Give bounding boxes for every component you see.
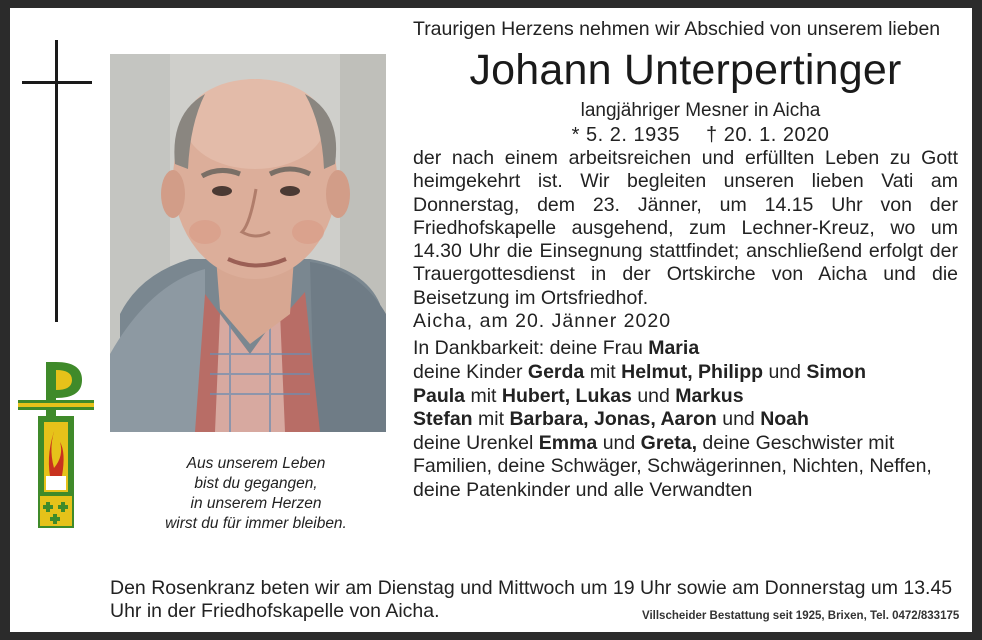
mourners-line: Stefan mit Barbara, Jonas, Aaron und Noah: [413, 408, 809, 431]
life-dates: [413, 123, 958, 147]
quote-line: wirst du für immer bleiben.: [165, 515, 347, 532]
mourners-line: deine Kinder Gerda mit Helmut, Philipp und Simon: [413, 360, 867, 383]
mourners-line: Paula mit Hubert, Lukas und Markus: [413, 384, 744, 407]
rosary-notice: Den Rosenkranz beten wir am Dienstag und Mittwoch um 19 Uhr sowie am Donnerstag um 13.45 Uhr in der Friedhofskapelle von Aicha.: [110, 577, 953, 622]
quote-line: in unserem Herzen: [190, 495, 322, 512]
intro-text: Traurigen Herzens nehmen wir Abschied von unserem lieben: [413, 18, 941, 40]
quote-line: Aus unserem Leben: [186, 455, 326, 472]
portrait-photo: [110, 54, 386, 432]
mourners-rest: Familien, deine Schwäger, Schwägerinnen, Nichten, Neffen, deine Patenkinder und alle Verwandten: [413, 455, 932, 501]
obituary-text: [413, 18, 958, 503]
mourners-line: In Dankbarkeit: deine Frau Maria: [413, 337, 700, 360]
mourners-list: [413, 337, 958, 502]
ceremony-details: der nach einem arbeitsreichen und erfüllten Leben zu Gott heimgekehrt ist. Wir begleiten unseren lieben Vati am Donnerstag, dem 23. Jänner, um 14.15 Uhr von der Friedhofskapelle ausgehend, zum Lechner-Kreuz, wo um 14.30 Uhr die Einsegnung stattfindet; anschließend erfolgt der Trauergottesdienst in der Ortskirche von Aicha und die Beisetzung im Ortsfriedhof.: [413, 147, 958, 309]
death-date: † 20. 1. 2020: [706, 124, 830, 146]
mourners-line: deine Urenkel Emma und Greta, deine Geschwister mit: [413, 431, 895, 454]
obituary-card: [10, 8, 972, 632]
quote-line: bist du gegangen,: [194, 475, 318, 492]
undertaker-credit: Villscheider Bestattung seit 1925, Brixen, Tel. 0472/833175: [642, 610, 960, 622]
deceased-role: langjähriger Mesner in Aicha: [580, 100, 821, 121]
chi-rho-candle-icon: [16, 356, 96, 532]
deceased-name: Johann Unterpertinger: [469, 46, 902, 94]
birth-date: * 5. 2. 1935: [571, 124, 680, 146]
memorial-quote: [130, 454, 382, 534]
place-date: Aicha, am 20. Jänner 2020: [413, 310, 672, 333]
